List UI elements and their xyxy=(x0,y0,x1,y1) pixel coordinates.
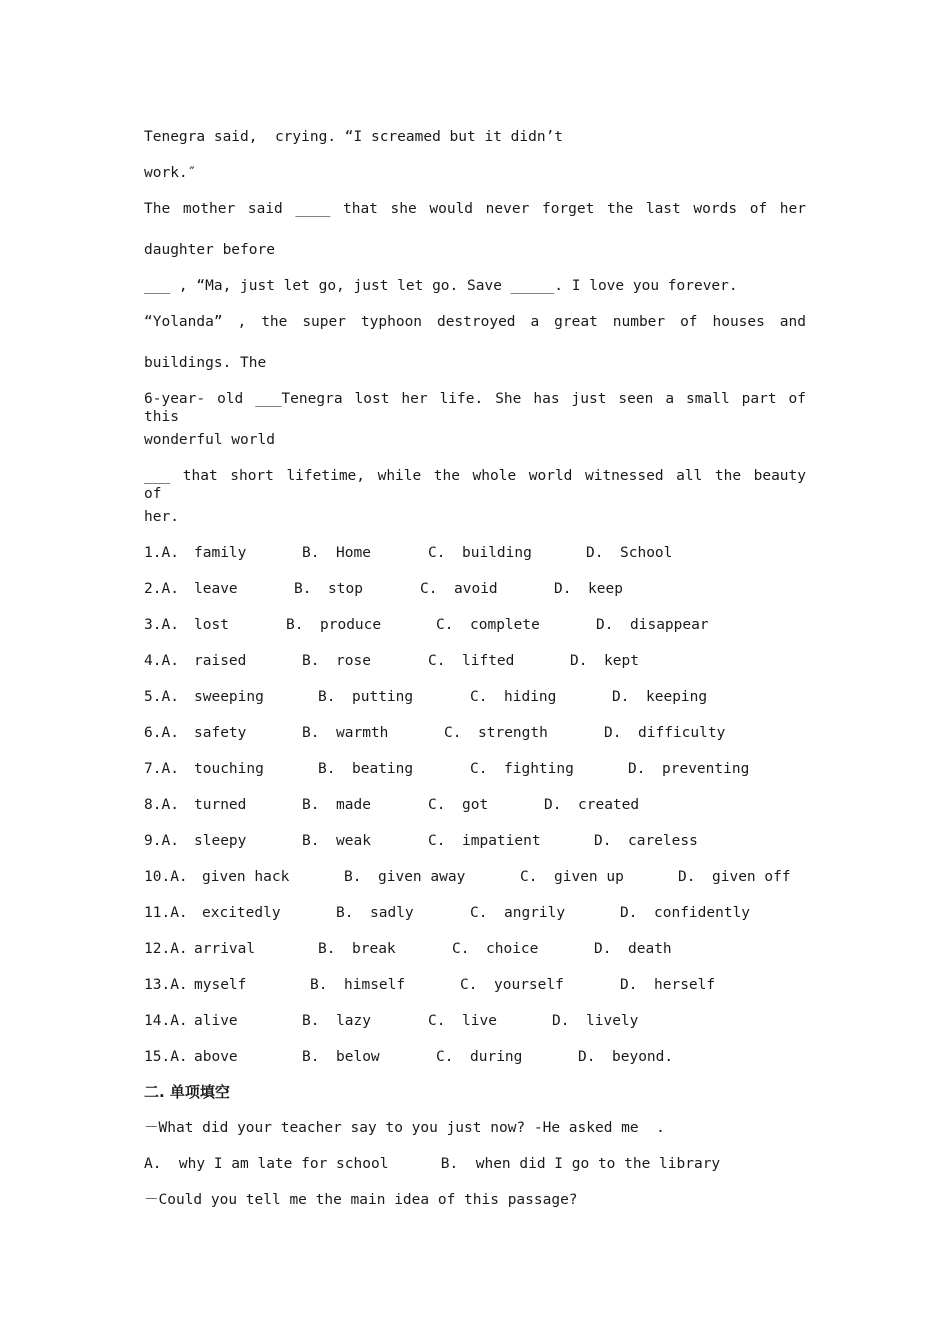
question-number: 10.A. xyxy=(144,869,188,885)
passage-line-6: “Yolanda” , the super typhoon destroyed a great number of houses and xyxy=(144,314,806,330)
option-d-text: School xyxy=(620,545,673,561)
question-number: 7.A. xyxy=(144,761,179,777)
option-b-text: himself xyxy=(344,977,406,993)
option-c-text: yourself xyxy=(494,977,564,993)
option-c-label: C. xyxy=(420,581,438,597)
option-d-label: D. xyxy=(612,689,630,705)
option-a-text: raised xyxy=(194,653,247,669)
option-d-label: D. xyxy=(586,545,604,561)
option-d-text: preventing xyxy=(662,761,750,777)
option-c-label: C. xyxy=(452,941,470,957)
option-b-label: B. xyxy=(286,617,304,633)
option-c-text: building xyxy=(462,545,532,561)
passage-line-2: work.″ xyxy=(144,165,197,181)
option-b-text: beating xyxy=(352,761,414,777)
option-d-text: keep xyxy=(588,581,623,597)
question-number: 1.A. xyxy=(144,545,179,561)
option-c-label: C. xyxy=(460,977,478,993)
question-number: 8.A. xyxy=(144,797,179,813)
option-b-text: produce xyxy=(320,617,382,633)
option-a-text: alive xyxy=(194,1013,238,1029)
option-b-label: B. xyxy=(302,833,320,849)
passage-line-7: buildings. The xyxy=(144,355,267,371)
option-c-text: live xyxy=(462,1013,497,1029)
option-c-text: hiding xyxy=(504,689,557,705)
option-c-text: avoid xyxy=(454,581,498,597)
option-b-text: stop xyxy=(328,581,363,597)
option-b-label: B. xyxy=(344,869,362,885)
option-b-text: lazy xyxy=(336,1013,371,1029)
option-d-text: given off xyxy=(712,869,791,885)
passage-line-10: ___ that short lifetime, while the whole world witnessed all the beauty of xyxy=(144,468,806,502)
option-c-text: lifted xyxy=(462,653,515,669)
option-c-label: C. xyxy=(428,653,446,669)
option-a-text: leave xyxy=(194,581,238,597)
passage-line-3: The mother said ____ that she would never forget the last words of her xyxy=(144,201,806,217)
option-b-label: B. xyxy=(310,977,328,993)
question-number: 15.A. xyxy=(144,1049,188,1065)
option-b-text: made xyxy=(336,797,371,813)
option-d-text: difficulty xyxy=(638,725,726,741)
option-d-text: disappear xyxy=(630,617,709,633)
option-b-label: B. xyxy=(302,653,320,669)
option-c-label: C. xyxy=(428,545,446,561)
option-b-text: putting xyxy=(352,689,414,705)
question-text: －Could you tell me the main idea of this passage? xyxy=(144,1192,578,1208)
question-number: 2.A. xyxy=(144,581,179,597)
option-b-label: B. xyxy=(318,761,336,777)
option-c-text: complete xyxy=(470,617,540,633)
option-c-text: angrily xyxy=(504,905,566,921)
option-d-label: D. xyxy=(552,1013,570,1029)
option-c-label: C. xyxy=(436,617,454,633)
option-b-text: given away xyxy=(378,869,466,885)
option-d-text: keeping xyxy=(646,689,708,705)
option-b-label: B. xyxy=(302,1049,320,1065)
question-number: 14.A. xyxy=(144,1013,188,1029)
option-c-label: C. xyxy=(444,725,462,741)
option-d-label: D. xyxy=(544,797,562,813)
option-b-text: warmth xyxy=(336,725,389,741)
option-b-label: B. xyxy=(302,545,320,561)
question-number: 9.A. xyxy=(144,833,179,849)
option-d-text: confidently xyxy=(654,905,751,921)
option-c-label: C. xyxy=(428,797,446,813)
question-options: A. why I am late for school B. when did I go to the library xyxy=(144,1156,721,1172)
option-c-text: impatient xyxy=(462,833,541,849)
passage-line-9: wonderful world xyxy=(144,432,275,448)
option-d-label: D. xyxy=(596,617,614,633)
passage-line-4: daughter before xyxy=(144,242,275,258)
option-d-text: careless xyxy=(628,833,698,849)
passage-line-8: 6-year- old ___Tenegra lost her life. She has just seen a small part of this xyxy=(144,391,806,425)
option-b-label: B. xyxy=(318,689,336,705)
option-b-text: below xyxy=(336,1049,380,1065)
question-number: 3.A. xyxy=(144,617,179,633)
option-d-label: D. xyxy=(554,581,572,597)
option-a-text: myself xyxy=(194,977,247,993)
passage-line-1: Tenegra said, crying. “I screamed but it didn’t xyxy=(144,129,564,145)
option-c-text: fighting xyxy=(504,761,574,777)
option-d-text: beyond. xyxy=(612,1049,674,1065)
passage-line-11: her. xyxy=(144,509,179,525)
option-d-label: D. xyxy=(678,869,696,885)
question-number: 6.A. xyxy=(144,725,179,741)
option-c-label: C. xyxy=(470,761,488,777)
option-d-label: D. xyxy=(578,1049,596,1065)
question-text: －What did your teacher say to you just now? -He asked me . xyxy=(144,1120,665,1136)
option-a-text: turned xyxy=(194,797,247,813)
option-b-label: B. xyxy=(302,725,320,741)
option-c-label: C. xyxy=(428,1013,446,1029)
question-number: 12.A. xyxy=(144,941,188,957)
option-a-text: sweeping xyxy=(194,689,264,705)
option-d-text: death xyxy=(628,941,672,957)
question-number: 5.A. xyxy=(144,689,179,705)
option-b-text: rose xyxy=(336,653,371,669)
option-b-label: B. xyxy=(336,905,354,921)
option-d-label: D. xyxy=(620,977,638,993)
passage-line-5: ___ , “Ma, just let go, just let go. Save _____. I love you forever. xyxy=(144,278,738,294)
option-d-label: D. xyxy=(570,653,588,669)
option-a-text: given hack xyxy=(202,869,290,885)
question-number: 13.A. xyxy=(144,977,188,993)
option-c-label: C. xyxy=(520,869,538,885)
option-c-text: choice xyxy=(486,941,539,957)
option-a-text: lost xyxy=(194,617,229,633)
option-c-label: C. xyxy=(428,833,446,849)
option-d-label: D. xyxy=(604,725,622,741)
option-a-text: sleepy xyxy=(194,833,247,849)
option-b-text: break xyxy=(352,941,396,957)
option-c-label: C. xyxy=(470,905,488,921)
option-b-text: Home xyxy=(336,545,371,561)
option-d-text: kept xyxy=(604,653,639,669)
option-b-label: B. xyxy=(302,797,320,813)
option-b-text: weak xyxy=(336,833,371,849)
option-b-label: B. xyxy=(294,581,312,597)
option-c-text: got xyxy=(462,797,489,813)
option-a-text: excitedly xyxy=(202,905,281,921)
option-b-label: B. xyxy=(302,1013,320,1029)
option-b-label: B. xyxy=(318,941,336,957)
question-number: 4.A. xyxy=(144,653,179,669)
option-d-text: created xyxy=(578,797,640,813)
option-b-text: sadly xyxy=(370,905,414,921)
option-a-text: arrival xyxy=(194,941,256,957)
option-d-label: D. xyxy=(628,761,646,777)
option-c-text: during xyxy=(470,1049,523,1065)
option-a-text: above xyxy=(194,1049,238,1065)
option-a-text: family xyxy=(194,545,247,561)
option-c-text: given up xyxy=(554,869,624,885)
option-c-label: C. xyxy=(436,1049,454,1065)
section-heading: 二. 单项填空 xyxy=(144,1083,230,1101)
option-d-label: D. xyxy=(594,941,612,957)
option-a-text: touching xyxy=(194,761,264,777)
option-d-label: D. xyxy=(620,905,638,921)
option-c-text: strength xyxy=(478,725,548,741)
option-d-text: lively xyxy=(586,1013,639,1029)
option-c-label: C. xyxy=(470,689,488,705)
option-d-text: herself xyxy=(654,977,716,993)
option-d-label: D. xyxy=(594,833,612,849)
option-a-text: safety xyxy=(194,725,247,741)
question-number: 11.A. xyxy=(144,905,188,921)
